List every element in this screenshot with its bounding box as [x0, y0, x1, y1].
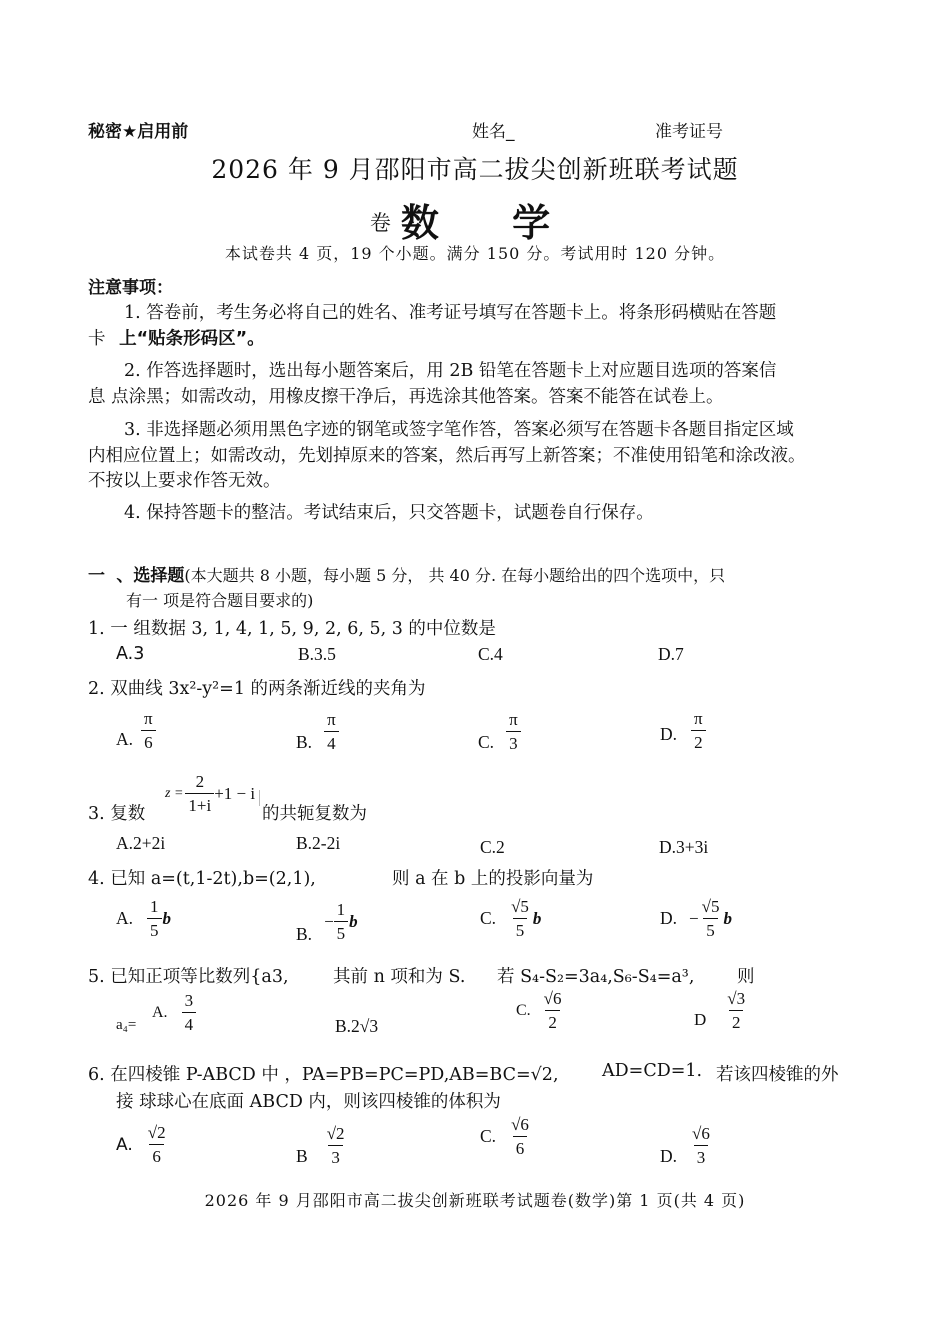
- note-3-line-3: 不按以上要求作答无效。: [88, 471, 281, 491]
- note-1-bold: 上“贴条形码区”。: [119, 329, 265, 349]
- q5-stem-3: 若 S₄-S₂=3a₄,S₆-S₄=a³,: [497, 967, 695, 987]
- q5-option-a: A. $\frac{3}{4}$: [152, 992, 196, 1033]
- q6-stem-4: 接 球球心在底面 ABCD 内，则该四棱锥的体积为: [116, 1092, 501, 1112]
- q4-option-c: C. $\frac{√5}{5}$ b: [480, 897, 542, 940]
- q1-option-c: C.4: [478, 644, 503, 664]
- q5-option-c-fraction: $\frac{√6}{2}$: [543, 989, 562, 1032]
- q4-option-a: A. $\frac{1}{5}$ b: [116, 897, 172, 940]
- q3-cursor-mark: [259, 790, 260, 806]
- note-3-line-1: 3. 非选择题必须用黑色字迹的钢笔或签字笔作答，答案必须写在答题卡各题目指定区域: [124, 420, 794, 440]
- note-3-line-2: 内相应位置上；如需改动，先划掉原来的答案，然后再写上新答案；不准使用铅笔和涂改液。: [88, 446, 806, 466]
- q4-stem-2: 则 a 在 b 上的投影向量为: [392, 869, 594, 889]
- q6-option-b-fraction: $\frac{√2}{3}$: [326, 1124, 345, 1167]
- q5-stem-2: 其前 n 项和为 S.: [333, 967, 466, 987]
- q5-a4-label: a₄=: [116, 1017, 137, 1033]
- q2-option-a-fraction: $\frac{\pi}{6}$: [141, 710, 156, 751]
- q2-option-c: C. $\frac{\pi}{3}$: [478, 710, 521, 753]
- q3-option-d: D.3+3i: [659, 837, 709, 857]
- q5-option-d-fraction: $\frac{√3}{2}$: [727, 989, 746, 1032]
- exam-number-label: 准考证号: [655, 122, 723, 142]
- note-2-line-2: 息 点涂黑；如需改动，用橡皮擦干净后，再选涂其他答案。答案不能答在试卷上。: [88, 387, 724, 407]
- q4-option-a-fraction: $\frac{1}{5}$: [147, 898, 162, 939]
- section-1-desc-2: 有一 项是符合题目要求的): [126, 591, 314, 610]
- q5-option-a-fraction: $\frac{3}{4}$: [182, 992, 197, 1033]
- subject-title: 数 学: [400, 201, 581, 245]
- q3-formula-fraction: $\frac{2}{1+i}$: [185, 773, 214, 814]
- q5-option-b: B.2√3: [335, 1016, 379, 1036]
- exam-info: 本试卷共 4 页，19 个小题。满分 150 分。考试用时 120 分钟。: [224, 244, 726, 263]
- q6-option-b: B $\frac{√2}{3}$: [296, 1124, 348, 1167]
- q6-option-d: D. $\frac{√6}{3}$: [660, 1124, 713, 1167]
- section-1-title: 、选择题: [116, 566, 185, 586]
- q6-option-a-fraction: $\frac{√2}{6}$: [147, 1123, 166, 1166]
- q3-option-c: C.2: [480, 837, 505, 857]
- q1-option-a: A.3: [116, 644, 145, 664]
- name-label: 姓名_: [472, 122, 515, 142]
- q3-label: 3. 复数: [88, 804, 146, 824]
- note-1-line-2: [88, 325, 265, 350]
- q6-option-d-fraction: $\frac{√6}{3}$: [692, 1124, 710, 1167]
- q5-stem-4: 则: [737, 967, 755, 987]
- q5-stem-1: 5. 已知正项等比数列{a3,: [88, 967, 289, 987]
- q5-option-c: C. $\frac{√6}{2}$: [516, 990, 565, 1031]
- q2-option-d: D. $\frac{\pi}{2}$: [660, 710, 706, 751]
- q1-option-d: D.7: [658, 644, 684, 664]
- q4-option-b-fraction: $\frac{1}{5}$: [334, 901, 349, 942]
- q4-option-d: D. − $\frac{√5}{5}$ b: [660, 897, 732, 940]
- q5-option-d: D $\frac{√3}{2}$: [694, 990, 748, 1031]
- notes-heading: 注意事项：: [88, 278, 173, 298]
- page-footer: 2026 年 9 月邵阳市高二拔尖创新班联考试题卷(数学)第 1 页(共 4 页): [204, 1191, 746, 1210]
- q6-stem-3: 若该四棱锥的外: [716, 1065, 839, 1085]
- q6-option-a: A. $\frac{√2}{6}$: [116, 1124, 169, 1165]
- subject-row: [0, 192, 950, 247]
- subject-prefix: 卷: [369, 211, 391, 235]
- q2-option-c-fraction: $\frac{\pi}{3}$: [506, 711, 521, 752]
- q6-stem-1: 6. 在四棱锥 P-ABCD 中 ，PA=PB=PC=PD,AB=BC=√2,: [88, 1065, 559, 1085]
- note-2-line-1: 2. 作答选择题时，选出每小题答案后，用 2B 铅笔在答题卡上对应题目选项的答案信: [124, 361, 777, 381]
- q2-option-a: A. $\frac{\pi}{6}$: [116, 710, 156, 751]
- q3-stem-tail: 的共轭复数为: [262, 804, 367, 824]
- section-1-number: 一: [88, 566, 105, 586]
- q2-option-d-fraction: $\frac{\pi}{2}$: [691, 710, 706, 751]
- q6-option-c-fraction: $\frac{√6}{6}$: [511, 1115, 529, 1158]
- q3-option-b: B.2-2i: [296, 833, 341, 853]
- note-1-line-1: 1. 答卷前，考生务必将自己的姓名、准考证号填写在答题卡上。将条形码横贴在答题: [124, 303, 777, 323]
- section-1-desc-1: (本大题共 8 小题，每小题 5 分， 共 40 分. 在每小题给出的四个选项中，只: [184, 566, 726, 585]
- q4-stem-1: 4. 已知 a=(t,1-2t),b=(2,1),: [88, 869, 316, 889]
- q6-option-c: C. $\frac{√6}{6}$: [480, 1116, 532, 1157]
- note-4: 4. 保持答题卡的整洁。考试结束后，只交答题卡，试题卷自行保存。: [124, 503, 654, 523]
- q1-option-b: B.3.5: [298, 644, 336, 664]
- secret-label: 秘密★启用前: [88, 122, 189, 142]
- note-1-prefix: 卡: [88, 329, 106, 349]
- q4-option-d-fraction: $\frac{√5}{5}$: [701, 897, 720, 940]
- q4-option-b: B. − $\frac{1}{5}$ b: [296, 900, 358, 944]
- q6-stem-2: AD=CD=1.: [602, 1061, 703, 1081]
- q4-option-c-fraction: $\frac{√5}{5}$: [511, 897, 529, 940]
- exam-title: 2026 年 9 月邵阳市高二拔尖创新班联考试题: [211, 155, 739, 184]
- q3-option-a: A.2+2i: [116, 833, 166, 853]
- q1-stem: 1. 一 组数据 3, 1, 4, 1, 5, 9, 2, 6, 5, 3 的中位数是: [88, 619, 496, 639]
- section-1-header: [88, 561, 725, 586]
- q3-formula: z = $\frac{2}{1+i}$ +1 − i: [165, 772, 256, 815]
- q2-stem: 2. 双曲线 3x²-y²=1 的两条渐近线的夹角为: [88, 679, 426, 699]
- q2-option-b-fraction: $\frac{\pi}{4}$: [324, 711, 339, 752]
- q2-option-b: B. $\frac{\pi}{4}$: [296, 710, 339, 753]
